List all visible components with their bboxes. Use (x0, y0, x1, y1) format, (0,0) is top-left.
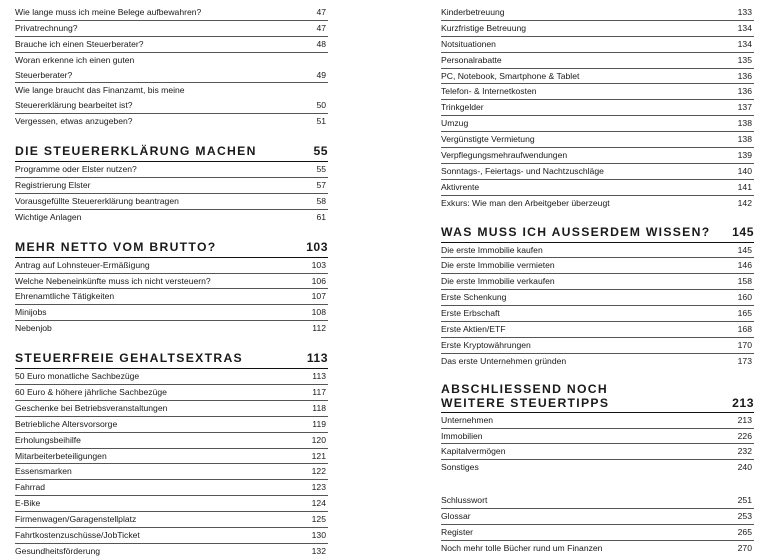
toc-entry[interactable]: Brauche ich einen Steuerberater? 48 (15, 37, 328, 53)
toc-entry[interactable]: Sonstiges 240 (441, 462, 752, 473)
toc-entry[interactable]: Erholungsbeihilfe 120 (15, 433, 328, 449)
toc-entry[interactable]: Personalrabatte 135 (441, 53, 754, 69)
toc-entry[interactable]: Wie lange braucht das Finanzamt, bis meine (15, 85, 185, 96)
spacer (15, 129, 328, 139)
section-heading[interactable]: WAS MUSS ICH AUSSERDEM WISSEN? 145 (441, 220, 754, 243)
toc-entry[interactable]: Antrag auf Lohnsteuer-Ermäßigung 103 (15, 258, 328, 274)
toc-entry[interactable]: Essensmarken 122 (15, 464, 328, 480)
section-heading-line-1: ABSCHLIESSEND NOCH (441, 381, 608, 396)
toc-entry[interactable]: Privatrechnung? 47 (15, 21, 328, 37)
toc-entry[interactable]: 50 Euro monatliche Sachbezüge 113 (15, 369, 328, 385)
toc-entry[interactable]: Verpflegungsmehraufwendungen 139 (441, 148, 754, 164)
toc-entry[interactable]: Immobilien 226 (441, 429, 754, 445)
toc-entry[interactable]: Noch mehr tolle Bücher rund um Finanzen 270 (441, 542, 752, 553)
toc-entry[interactable]: Woran erkenne ich einen guten (15, 54, 135, 65)
toc-entry[interactable]: Erste Aktien/ETF 168 (441, 322, 754, 338)
toc-entry[interactable]: Vergessen, etwas anzugeben? 51 (15, 116, 326, 127)
toc-entry[interactable]: Vergünstigte Vermietung 138 (441, 132, 754, 148)
toc-entry[interactable]: Kinderbetreuung 133 (441, 5, 754, 21)
toc-entry[interactable]: Programme oder Elster nutzen? 55 (15, 162, 328, 178)
toc-entry[interactable]: Steuererklärung bearbeitet ist? 50 (15, 98, 328, 114)
toc-entry[interactable]: Fahrtkostenzuschüsse/JobTicket 130 (15, 528, 328, 544)
toc-entry[interactable]: Wichtige Anlagen 61 (15, 211, 326, 222)
toc-entry[interactable]: Ehrenamtliche Tätigkeiten 107 (15, 289, 328, 305)
spacer (15, 336, 328, 346)
section-heading[interactable]: DIE STEUERERKLÄRUNG MACHEN 55 (15, 139, 328, 162)
toc-entry[interactable]: Unternehmen 213 (441, 413, 754, 429)
toc-entry[interactable]: Aktivrente 141 (441, 180, 754, 196)
toc-entry[interactable]: Die erste Immobilie kaufen 145 (441, 243, 754, 259)
toc-entry[interactable]: Fahrrad 123 (15, 480, 328, 496)
toc-entry[interactable]: Glossar 253 (441, 509, 754, 525)
section-heading[interactable]: ABSCHLIESSEND NOCH WEITERE STEUERTIPPS 213 (441, 379, 754, 413)
toc-entry[interactable]: Nebenjob 112 (15, 323, 326, 334)
toc-entry[interactable]: Umzug 138 (441, 116, 754, 132)
toc-entry[interactable]: Kurzfristige Betreuung 134 (441, 21, 754, 37)
toc-entry[interactable]: Steuerberater? 49 (15, 68, 328, 84)
toc-entry[interactable]: Das erste Unternehmen gründen 173 (441, 355, 752, 366)
toc-entry[interactable]: Erste Schenkung 160 (441, 290, 754, 306)
toc-left-column (15, 5, 328, 559)
toc-right-column (441, 5, 754, 556)
toc-entry[interactable]: Welche Nebeneinkünfte muss ich nicht versteuern? 106 (15, 274, 328, 290)
toc-entry[interactable]: Registrierung Elster 57 (15, 178, 328, 194)
toc-entry[interactable]: Mitarbeiterbeteiligungen 121 (15, 449, 328, 465)
spacer (441, 211, 754, 220)
toc-entry[interactable]: Betriebliche Altersvorsorge 119 (15, 417, 328, 433)
toc-entry[interactable]: Erste Erbschaft 165 (441, 306, 754, 322)
toc-entry[interactable]: Die erste Immobilie vermieten 146 (441, 258, 754, 274)
toc-entry[interactable]: PC, Notebook, Smartphone & Tablet 136 (441, 69, 754, 85)
toc-entry[interactable]: Kapitalvermögen 232 (441, 444, 754, 460)
toc-entry[interactable]: E-Bike 124 (15, 496, 328, 512)
toc-entry[interactable]: Notsituationen 134 (441, 37, 754, 53)
toc-entry[interactable]: Geschenke bei Betriebsveranstaltungen 118 (15, 401, 328, 417)
toc-entry[interactable]: Sonntags-, Feiertags- und Nachtzuschläge 140 (441, 164, 754, 180)
toc-entry[interactable]: Wie lange muss ich meine Belege aufbewahren? 47 (15, 5, 328, 21)
toc-entry[interactable]: Erste Kryptowährungen 170 (441, 338, 754, 354)
toc-entry[interactable]: Schlusswort 251 (441, 493, 754, 509)
toc-entry[interactable]: Register 265 (441, 525, 754, 541)
toc-entry[interactable]: Exkurs: Wie man den Arbeitgeber überzeugt 142 (441, 197, 752, 208)
toc-entry[interactable]: Vorausgefüllte Steuererklärung beantragen 58 (15, 194, 328, 210)
toc-entry[interactable]: Die erste Immobilie verkaufen 158 (441, 274, 754, 290)
toc-entry[interactable]: Telefon- & Internetkosten 136 (441, 84, 754, 100)
toc-entry[interactable]: Firmenwagen/Garagenstellplatz 125 (15, 512, 328, 528)
spacer (15, 225, 328, 235)
toc-entry[interactable]: 60 Euro & höhere jährliche Sachbezüge 117 (15, 385, 328, 401)
toc-entry[interactable]: Minijobs 108 (15, 305, 328, 321)
spacer (441, 369, 754, 379)
toc-entry[interactable]: Gesundheitsförderung 132 (15, 545, 326, 556)
toc-entry[interactable]: Trinkgelder 137 (441, 100, 754, 116)
section-heading-line-2: WEITERE STEUERTIPPS (441, 396, 610, 411)
section-heading[interactable]: MEHR NETTO VOM BRUTTO? 103 (15, 235, 328, 258)
spacer (441, 475, 754, 493)
section-heading[interactable]: STEUERFREIE GEHALTSEXTRAS 113 (15, 346, 328, 369)
